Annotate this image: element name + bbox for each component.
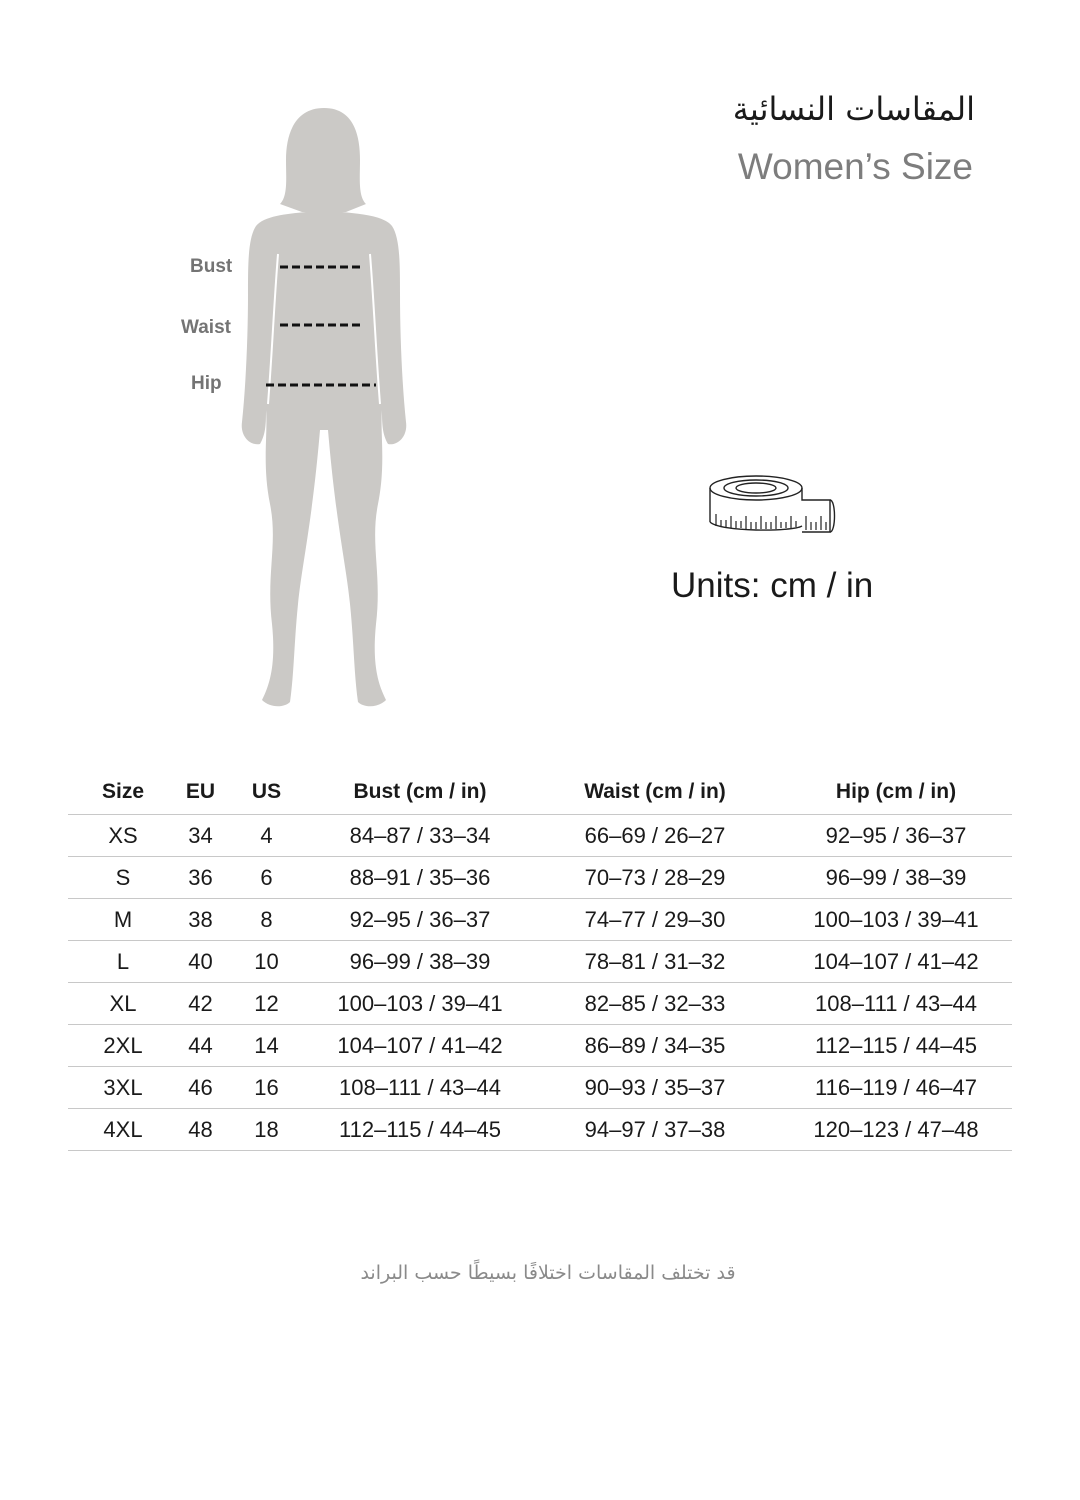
cell-us: 18 <box>223 1109 310 1151</box>
table-row <box>68 815 1012 857</box>
cell-bust: 108–111 / 43–44 <box>310 1067 530 1109</box>
cell-bust: 112–115 / 44–45 <box>310 1109 530 1151</box>
cell-size: 3XL <box>68 1067 178 1109</box>
cell-waist: 74–77 / 29–30 <box>530 899 780 941</box>
measuring-tape-icon <box>706 470 840 540</box>
header-waist: Waist (cm / in) <box>530 770 780 815</box>
cell-hip: 116–119 / 46–47 <box>780 1067 1012 1109</box>
cell-us: 4 <box>223 815 310 857</box>
cell-hip: 104–107 / 41–42 <box>780 941 1012 983</box>
header-size: Size <box>68 770 178 815</box>
cell-bust: 84–87 / 33–34 <box>310 815 530 857</box>
cell-hip: 112–115 / 44–45 <box>780 1025 1012 1067</box>
cell-hip: 108–111 / 43–44 <box>780 983 1012 1025</box>
cell-bust: 96–99 / 38–39 <box>310 941 530 983</box>
cell-size: XL <box>68 983 178 1025</box>
cell-us: 6 <box>223 857 310 899</box>
cell-size: S <box>68 857 178 899</box>
cell-waist: 70–73 / 28–29 <box>530 857 780 899</box>
cell-bust: 104–107 / 41–42 <box>310 1025 530 1067</box>
cell-us: 14 <box>223 1025 310 1067</box>
cell-eu: 40 <box>178 941 223 983</box>
bust-label: Bust <box>190 256 233 277</box>
cell-size: L <box>68 941 178 983</box>
waist-label: Waist <box>181 317 231 338</box>
title-english: Women’s Size <box>737 146 973 187</box>
hip-label: Hip <box>191 373 222 394</box>
cell-size: 2XL <box>68 1025 178 1067</box>
footnote-arabic: قد تختلف المقاسات اختلافًا بسيطًا حسب البراند <box>360 1262 736 1284</box>
cell-hip: 100–103 / 39–41 <box>780 899 1012 941</box>
cell-eu: 38 <box>178 899 223 941</box>
cell-hip: 96–99 / 38–39 <box>780 857 1012 899</box>
cell-eu: 44 <box>178 1025 223 1067</box>
cell-eu: 42 <box>178 983 223 1025</box>
cell-waist: 82–85 / 32–33 <box>530 983 780 1025</box>
cell-eu: 48 <box>178 1109 223 1151</box>
cell-us: 8 <box>223 899 310 941</box>
cell-us: 10 <box>223 941 310 983</box>
cell-size: 4XL <box>68 1109 178 1151</box>
cell-size: M <box>68 899 178 941</box>
table-row <box>68 1025 1012 1067</box>
header-eu: EU <box>178 770 223 815</box>
cell-waist: 90–93 / 35–37 <box>530 1067 780 1109</box>
cell-size: XS <box>68 815 178 857</box>
table-row <box>68 983 1012 1025</box>
table-row <box>68 941 1012 983</box>
cell-waist: 94–97 / 37–38 <box>530 1109 780 1151</box>
body-silhouette-icon <box>236 104 412 712</box>
table-header-row <box>68 770 1012 815</box>
units-label: Units: cm / in <box>671 566 874 605</box>
table-row <box>68 1109 1012 1151</box>
cell-waist: 66–69 / 26–27 <box>530 815 780 857</box>
cell-hip: 92–95 / 36–37 <box>780 815 1012 857</box>
header-bust: Bust (cm / in) <box>310 770 530 815</box>
cell-bust: 88–91 / 35–36 <box>310 857 530 899</box>
header-us: US <box>223 770 310 815</box>
header-hip: Hip (cm / in) <box>780 770 1012 815</box>
table-row <box>68 857 1012 899</box>
table-row <box>68 1067 1012 1109</box>
size-table <box>68 770 1012 1151</box>
cell-waist: 86–89 / 34–35 <box>530 1025 780 1067</box>
cell-us: 12 <box>223 983 310 1025</box>
cell-eu: 46 <box>178 1067 223 1109</box>
cell-bust: 92–95 / 36–37 <box>310 899 530 941</box>
cell-waist: 78–81 / 31–32 <box>530 941 780 983</box>
cell-hip: 120–123 / 47–48 <box>780 1109 1012 1151</box>
title-arabic: المقاسات النسائية <box>732 90 975 128</box>
table-row <box>68 899 1012 941</box>
cell-bust: 100–103 / 39–41 <box>310 983 530 1025</box>
cell-eu: 36 <box>178 857 223 899</box>
cell-us: 16 <box>223 1067 310 1109</box>
cell-eu: 34 <box>178 815 223 857</box>
